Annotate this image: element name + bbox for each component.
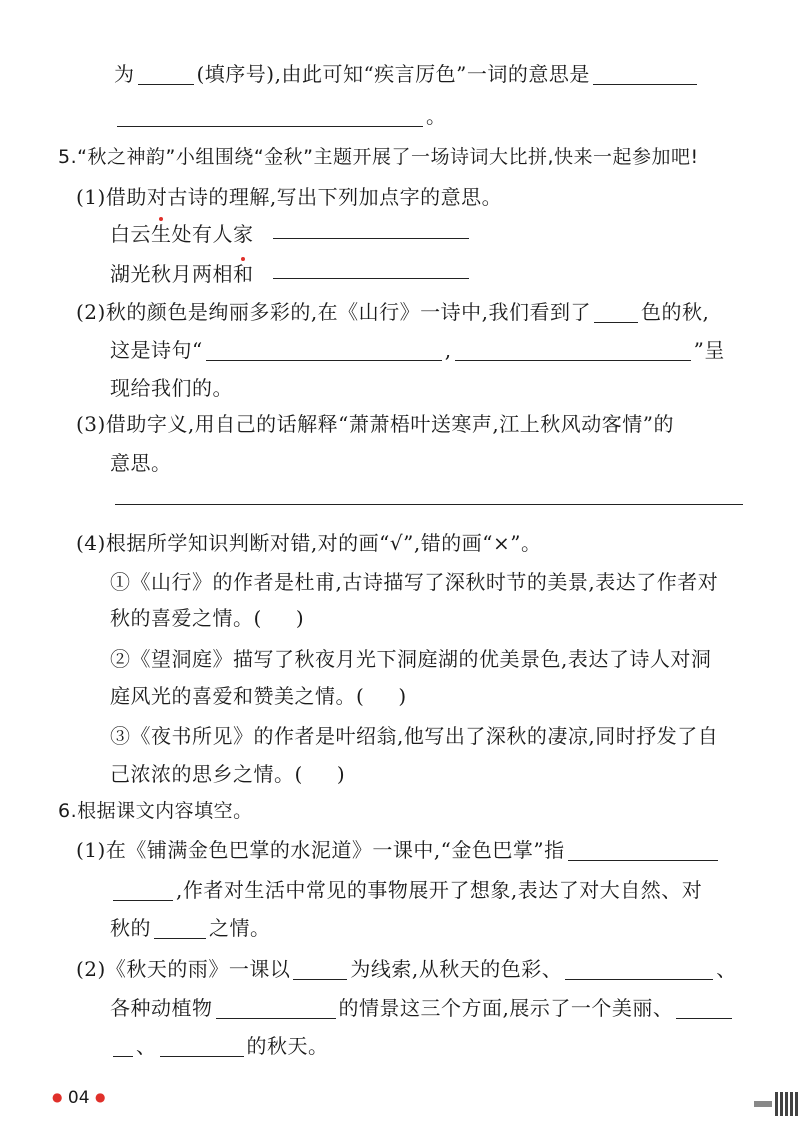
emphasis-dot-char-1: 生 (151, 222, 172, 246)
q5-part4: (4)根据所学知识判断对错,对的画“√”,错的画“×”。 (76, 531, 542, 555)
q5-color-blank[interactable] (594, 302, 638, 323)
q5-item2-line2: 庭风光的喜爱和赞美之情。( ) (110, 684, 407, 708)
q5-title: 5.“秋之神韵”小组围绕“金秋”主题开展了一场诗词大比拼,快来一起参加吧! (58, 146, 699, 168)
q5-part3-line2: 意思。 (110, 451, 172, 475)
q5-item2-line1: ②《望洞庭》描写了秋夜月光下洞庭湖的优美景色,表达了诗人对洞 (110, 647, 712, 671)
q4-line2: 。 (114, 102, 447, 130)
q5-word2-blank[interactable] (273, 258, 469, 279)
q6-palm-blank-1[interactable] (568, 840, 718, 861)
q5-item3-line1: ③《夜书所见》的作者是叶绍翁,他写出了深秋的凄凉,同时抒发了自 (110, 724, 719, 748)
bullet-dot-icon: ● (94, 1090, 106, 1104)
q6-aspect-blank[interactable] (565, 959, 713, 980)
q5-item1-line1: ①《山行》的作者是杜甫,古诗描写了深秋时节的美景,表达了作者对 (110, 570, 719, 594)
q4-line1: 为 (填序号),由此可知“疾言厉色”一词的意思是 (114, 60, 700, 88)
q5-poem-blank-1[interactable] (206, 340, 442, 361)
bullet-dot-icon: ● (52, 1090, 63, 1104)
scan-label-icon (754, 1101, 772, 1107)
qr-code-icon[interactable] (775, 1092, 799, 1116)
q6-part1-line1: (1)在《铺满金色巴掌的水泥道》一课中,“金色巴掌”指 (76, 836, 721, 864)
page-number: ● 04 ● (52, 1088, 106, 1108)
q5-part3-answer-line[interactable] (115, 504, 743, 505)
q5-item3-line2: 己浓浓的思乡之情。( ) (110, 762, 346, 786)
q4-blank-number[interactable] (138, 64, 194, 85)
q5-word1: 白云生处有人家 (110, 222, 254, 246)
q5-word1-blank[interactable] (273, 218, 469, 239)
q6-feeling-blank[interactable] (154, 918, 206, 939)
q5-item1-line2: 秋的喜爱之情。( ) (110, 606, 305, 630)
q6-adj-blank-1b[interactable] (113, 1036, 133, 1057)
q6-plants-blank[interactable] (216, 998, 336, 1019)
q6-part2-line2: 各种动植物 的情景这三个方面,展示了一个美丽、 (110, 994, 735, 1022)
q6-part2-line3: 、 的秋天。 (110, 1032, 329, 1060)
q6-clue-blank[interactable] (293, 959, 347, 980)
q6-part1-line2: ,作者对生活中常见的事物展开了想象,表达了对大自然、对 (110, 876, 702, 904)
q6-title: 6.根据课文内容填空。 (58, 800, 253, 822)
q5-part2-line1: (2)秋的颜色是绚丽多彩的,在《山行》一诗中,我们看到了 色的秋, (76, 300, 710, 324)
q5-poem-blank-2[interactable] (455, 340, 691, 361)
emphasis-dot-char-2: 和 (233, 262, 254, 286)
q6-part1-line3: 秋的 之情。 (110, 916, 271, 940)
q5-word2: 湖光秋月两相和 (110, 262, 254, 286)
q6-adj-blank-1a[interactable] (676, 998, 732, 1019)
q6-adj-blank-2[interactable] (160, 1036, 244, 1057)
q5-part2-line2: 这是诗句“ , ”呈 (110, 338, 725, 362)
q5-part3-line1: (3)借助字义,用自己的话解释“萧萧梧叶送寒声,江上秋风动客情”的 (76, 412, 674, 436)
q5-part1: (1)借助对古诗的理解,写出下列加点字的意思。 (76, 185, 503, 209)
q6-part2-line1: (2)《秋天的雨》一课以 为线索,从秋天的色彩、 、 (76, 957, 737, 981)
q5-part2-line3: 现给我们的。 (110, 376, 233, 400)
q6-palm-blank-2[interactable] (113, 880, 173, 901)
q4-blank-meaning-1[interactable] (593, 64, 697, 85)
q4-blank-meaning-2[interactable] (117, 106, 423, 127)
